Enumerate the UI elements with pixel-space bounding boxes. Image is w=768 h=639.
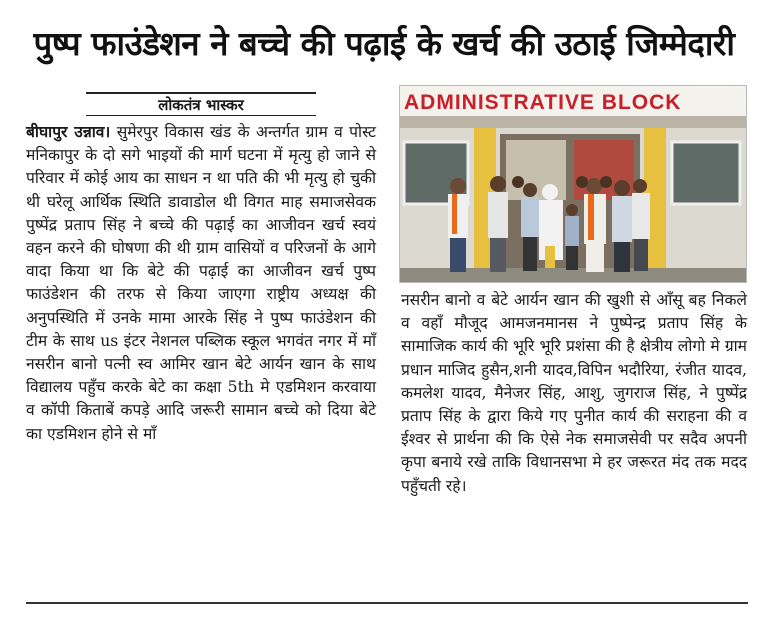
top-rule — [0, 0, 768, 4]
bottom-rule — [26, 602, 748, 604]
article-body-right: नसरीन बानो व बेटे आर्यन खान की खुशी से आँसू बह निकले व वहाँ मौजूद आमजनमानस ने पुष्पेन्द्र प्रताप सिंह के सामाजिक कार्य की भूरि भूरि प्रशंसा की है क्षेत्रीय लोगो मे ग्राम प्रधान माजिद हुसैन,शनी यादव,विपिन भदौरिया, रंजीत यादव, कमलेश यादव, मैनेजर सिंह, आशु, जुगराज सिंह, ने पुष्पेंद्र प्रताप सिंह के द्वारा किये गए पुनीत कार्य की सराहना की व ईश्वर से प्रार्थना की कि ऐसे नेक समाजसेवी पर सदैव अपनी कृपा बनाये रखे ताकि विधानसभा मे हर जरूरत मंद तक मदद पहुँचती रहे। — [401, 291, 747, 495]
source-credit: लोकतंत्र भास्कर — [86, 92, 316, 116]
photo-sign-text: ADMINISTRATIVE BLOCK — [404, 91, 682, 114]
headline: पुष्प फाउंडेशन ने बच्चे की पढ़ाई के खर्च की उठाई जिम्मेदारी — [33, 24, 735, 63]
news-photo — [399, 85, 747, 283]
article-right-column — [399, 85, 747, 498]
body-text-left: सुमेरपुर विकास खंड के अन्तर्गत ग्राम व पोस्ट मनिकापुर के दो सगे भाइयों की मार्ग घटना में मृत्यु हो जाने से परिवार में कोई आय का साधन न था पति की भी मृत्यु हो चुकी थी घरेलू आर्थिक स्थिति डावाडोल थी विगत माह समाजसेवक पुष्पेंद्र प्रताप सिंह ने बच्चे की पढ़ाई का आजीवन खर्च स्वयं वहन करने की घोषणा की थी ग्राम वासियों व परिजनों के आगे वादा किया था कि बेटे की पढ़ाई का आजीवन खर्च पुष्प फाउंडेशन की तरफ से किया जाएगा राष्ट्रीय अध्यक्ष की अनुपस्थिति में उनके मामा आरके सिंह ने पुष्प फाउंडेशन की टीम के साथ us इंटर नेशनल पब्लिक स्कूल भगवंत नगर में माँ नसरीन बानो पत्नी स्व आमिर खान बेटे आर्यन खान के साथ विद्यालय पहुँच करके बेटे का कक्षा 5th मे एडमिशन करवाया व कॉपी किताबें कपड़े आदि जरूरी सामान बच्चे को दिया बेटे का एडमिशन होने से माँ — [26, 123, 376, 443]
article-body-left — [26, 120, 376, 446]
photo-illustration — [400, 86, 746, 282]
dateline: बीघापुर उन्नाव। — [26, 122, 111, 141]
article-left-column — [26, 92, 376, 446]
